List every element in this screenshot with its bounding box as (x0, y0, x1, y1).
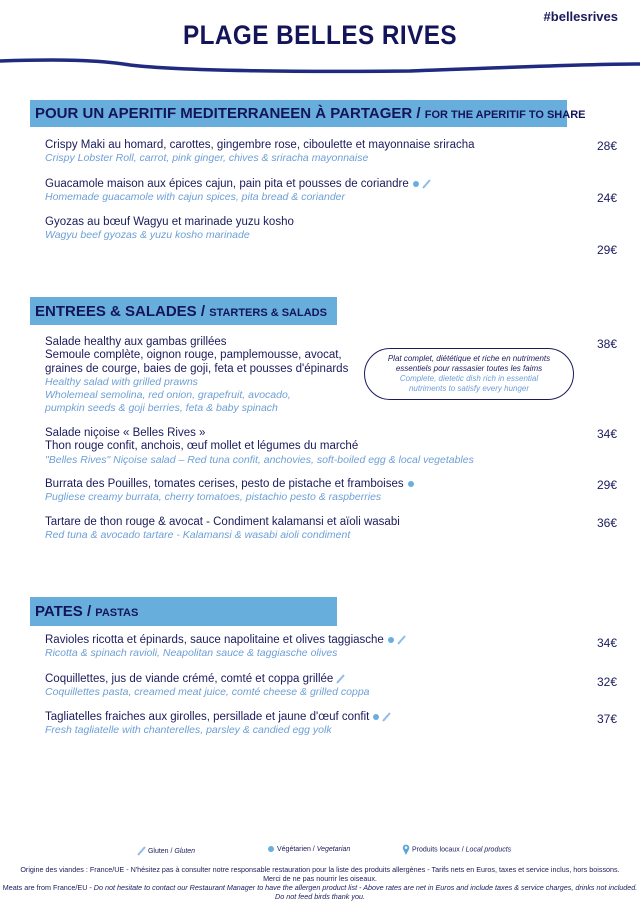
item-description: Semoule complète, oignon rouge, pamplemousse, avocat, (45, 349, 342, 362)
menu-item (45, 673, 370, 700)
note-text: Plat complet, diététique et riche en nutriments (387, 354, 551, 363)
item-translation: pumpkin seeds & goji berries, feta & baby spinach (45, 402, 278, 415)
legend-local (402, 844, 511, 855)
note-text: essentiels pour rassasier toutes les faims (395, 364, 543, 373)
item-price: 32€ (596, 675, 617, 689)
item-price: 24€ (596, 191, 617, 205)
vegetarian-icon (388, 637, 394, 643)
menu-item (45, 216, 294, 243)
menu-item (45, 139, 475, 166)
item-price: 29€ (596, 243, 617, 257)
dish-note-bubble (364, 348, 574, 400)
item-translation: Fresh tagliatelle with chanterelles, parsley & candied egg yolk (45, 724, 332, 737)
hashtag: #bellesrives (543, 9, 618, 24)
item-name: Coquillettes, jus de viande crémé, comté et coppa grillée (45, 673, 334, 685)
legend-label-en: Gluten (174, 847, 196, 855)
menu-item (45, 427, 474, 467)
gluten-icon (422, 179, 431, 189)
section-header-pastas (30, 597, 337, 626)
section-title: PATES / (35, 603, 96, 620)
footer-text-italic: Do not hesitate to contact our Restaurant Manager to have the allergen product list - Above rates are net in Euros and include taxes & service charges, drinks not included. (93, 883, 638, 892)
item-description: graines de courge, baies de goji, feta et pousses d'épinards (45, 362, 349, 375)
legend-label: Végétarien / (277, 846, 317, 853)
item-price: 28€ (596, 139, 617, 153)
wave-divider (0, 56, 640, 78)
item-price: 34€ (596, 636, 617, 650)
vegetarian-icon (373, 714, 379, 720)
vegetarian-icon (408, 481, 414, 487)
section-subtitle: FOR THE APERITIF TO SHARE (424, 109, 586, 121)
menu-item (45, 178, 431, 205)
note-translation: nutriments to satisfy every hunger (408, 384, 530, 393)
legend-vegetarian (268, 846, 350, 853)
section-subtitle: PASTAS (95, 607, 139, 619)
section-header-aperitif (30, 100, 586, 127)
section-subtitle: STARTERS & SALADS (209, 307, 327, 319)
item-translation: Coquillettes pasta, creamed meat juice, comté cheese & grilled coppa (45, 686, 370, 699)
note-translation: Complete, dietetic dish rich in essential (399, 374, 539, 383)
item-name: Salade healthy aux gambas grillées (45, 336, 227, 348)
footer-line: Do not feed birds thank you. (275, 892, 365, 901)
item-translation: Crispy Lobster Roll, carrot, pink ginger, chives & sriracha mayonnaise (45, 152, 369, 165)
item-price: 37€ (596, 712, 617, 726)
vegetarian-icon (413, 181, 419, 187)
menu-item (45, 478, 414, 505)
item-price: 38€ (596, 337, 617, 351)
section-title: ENTREES & SALADES / (35, 303, 210, 320)
legend-label-en: Vegetarian (316, 846, 351, 853)
item-translation: Wagyu beef gyozas & yuzu kosho marinade (45, 229, 250, 242)
item-translation: Ricotta & spinach ravioli, Neapolitan sauce & taggiasche olives (45, 647, 338, 660)
item-name: Ravioles ricotta et épinards, sauce napolitaine et olives taggiasche (45, 634, 384, 646)
item-translation: Red tuna & avocado tartare - Kalamansi & wasabi aioli condiment (45, 529, 351, 542)
section-header-starters (30, 297, 337, 325)
footer-text: Meats are from France/EU - (2, 883, 94, 892)
item-description: Thon rouge confit, anchois, œuf mollet et légumes du marché (45, 440, 359, 453)
item-name: Guacamole maison aux épices cajun, pain pita et pousses de coriandre (45, 178, 409, 190)
gluten-icon (137, 846, 146, 856)
item-translation: Pugliese creamy burrata, cherry tomatoes, pistachio pesto & raspberries (45, 491, 382, 504)
gluten-icon (336, 674, 345, 684)
menu-item (45, 516, 400, 543)
footer-line: Merci de ne pas nourrir les oiseaux. (263, 874, 377, 883)
item-price: 34€ (596, 427, 617, 441)
gluten-icon (397, 635, 406, 645)
legend-label: Produits locaux / (411, 846, 466, 854)
page-title: PLAGE BELLES RIVES (182, 20, 458, 50)
vegetarian-icon (268, 846, 274, 852)
item-name: Gyozas au bœuf Wagyu et marinade yuzu kosho (45, 216, 294, 228)
item-translation: Wholemeal semolina, red onion, grapefruit, avocado, (45, 389, 291, 402)
item-price: 29€ (596, 478, 617, 492)
menu-item (45, 634, 406, 661)
item-translation: Homemade guacamole with cajun spices, pita bread & coriander (45, 191, 345, 204)
footer-line: Origine des viandes : France/UE - N'hésitez pas à consulter notre responsable restauration pour la liste des produits allergènes - Tarifs nets en Euros, taxes et service inclus, hors boissons. (20, 865, 620, 874)
menu-item (45, 711, 391, 738)
location-pin-icon (402, 844, 410, 855)
item-price: 36€ (596, 516, 617, 530)
gluten-icon (382, 712, 391, 722)
section-title: POUR UN APERITIF MEDITERRANEEN À PARTAGER / (35, 105, 425, 122)
item-name: Tagliatelles fraiches aux girolles, persillade et jaune d'œuf confit (45, 711, 370, 723)
item-name: Burrata des Pouilles, tomates cerises, pesto de pistache et framboises (45, 478, 404, 490)
item-name: Crispy Maki au homard, carottes, gingembre rose, ciboulette et mayonnaise sriracha (45, 139, 475, 151)
legend-label: Gluten / (147, 847, 175, 855)
item-name: Salade niçoise « Belles Rives » (45, 427, 206, 439)
item-translation: Healthy salad with grilled prawns (45, 375, 198, 388)
item-translation: "Belles Rives" Niçoise salad – Red tuna confit, anchovies, soft-boiled egg & local vegetables (45, 453, 474, 466)
legend-label-en: Local products (465, 846, 512, 854)
item-name: Tartare de thon rouge & avocat - Condiment kalamansi et aïoli wasabi (45, 516, 400, 528)
menu-item (45, 336, 348, 416)
legend-gluten (137, 846, 195, 856)
